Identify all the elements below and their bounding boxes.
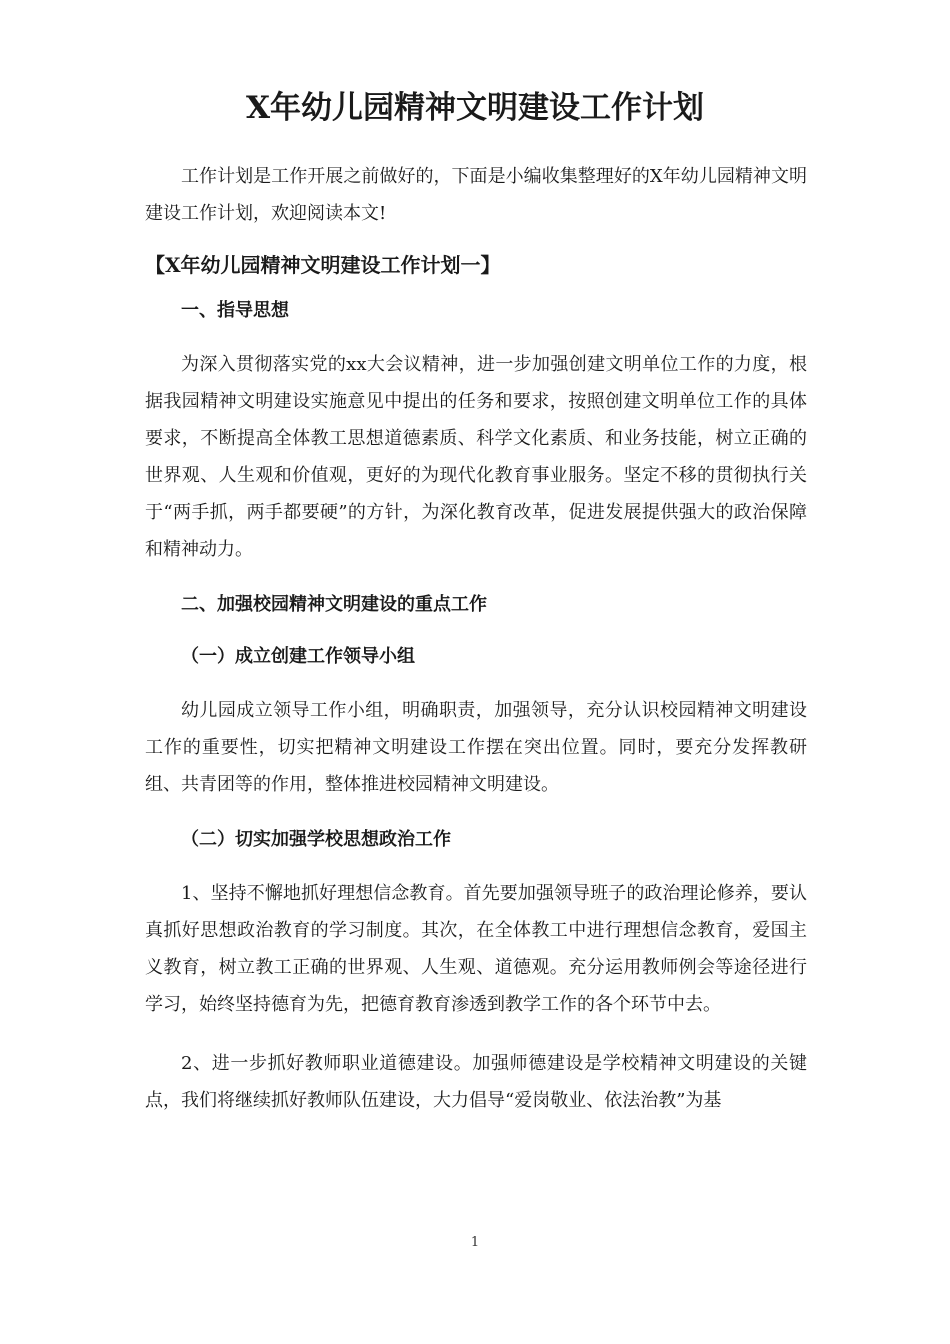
plan-heading: 【X年幼儿园精神文明建设工作计划一】 — [145, 253, 501, 277]
section-heading-guiding-ideology: 一、指导思想 — [181, 300, 289, 321]
page-number: 1 — [470, 1235, 480, 1250]
list-item-ideals-education: 1、坚持不懈地抓好理想信念教育。首先要加强领导班子的政治理论修养，要认真抓好思想政治教育的学习制度。其次，在全体教工中进行理想信念教育，爱国主义教育，树立教工正确的世界观、人生观、道德观。充分运用教师例会等途径进行学习，始终坚持德育为先，把德育教育渗透到教学工作的各个环节中去。 — [145, 883, 807, 1015]
section-heading-key-work: 二、加强校园精神文明建设的重点工作 — [181, 594, 487, 615]
guiding-ideology-paragraph: 为深入贯彻落实党的xx大会议精神，进一步加强创建文明单位工作的力度，根据我园精神文明建设实施意见中提出的任务和要求，按照创建文明单位工作的具体要求，不断提高全体教工思想道德素质、科学文化素质、和业务技能，树立正确的世界观、人生观和价值观，更好的为现代化教育事业服务。坚定不移的贯彻执行关于“两手抓，两手都要硬”的方针，为深化教育改革，促进发展提供强大的政治保障和精神动力。 — [145, 354, 807, 560]
leadership-group-paragraph: 幼儿园成立领导工作小组，明确职责，加强领导，充分认识校园精神文明建设工作的重要性，切实把精神文明建设工作摆在突出位置。同时，要充分发挥教研组、共青团等的作用，整体推进校园精神文明建设。 — [145, 700, 807, 795]
list-item-teacher-ethics: 2、进一步抓好教师职业道德建设。加强师德建设是学校精神文明建设的关键点，我们将继续抓好教师队伍建设，大力倡导“爱岗敬业、依法治教”为基 — [145, 1053, 807, 1111]
document-body — [145, 158, 807, 1119]
document-title: X年幼儿园精神文明建设工作计划 — [245, 90, 705, 126]
subsection-heading-leadership-group: （一）成立创建工作领导小组 — [181, 646, 415, 667]
subsection-heading-political-work: （二）切实加强学校思想政治工作 — [181, 829, 451, 850]
intro-paragraph: 工作计划是工作开展之前做好的，下面是小编收集整理好的X年幼儿园精神文明建设工作计划，欢迎阅读本文! — [145, 166, 807, 224]
